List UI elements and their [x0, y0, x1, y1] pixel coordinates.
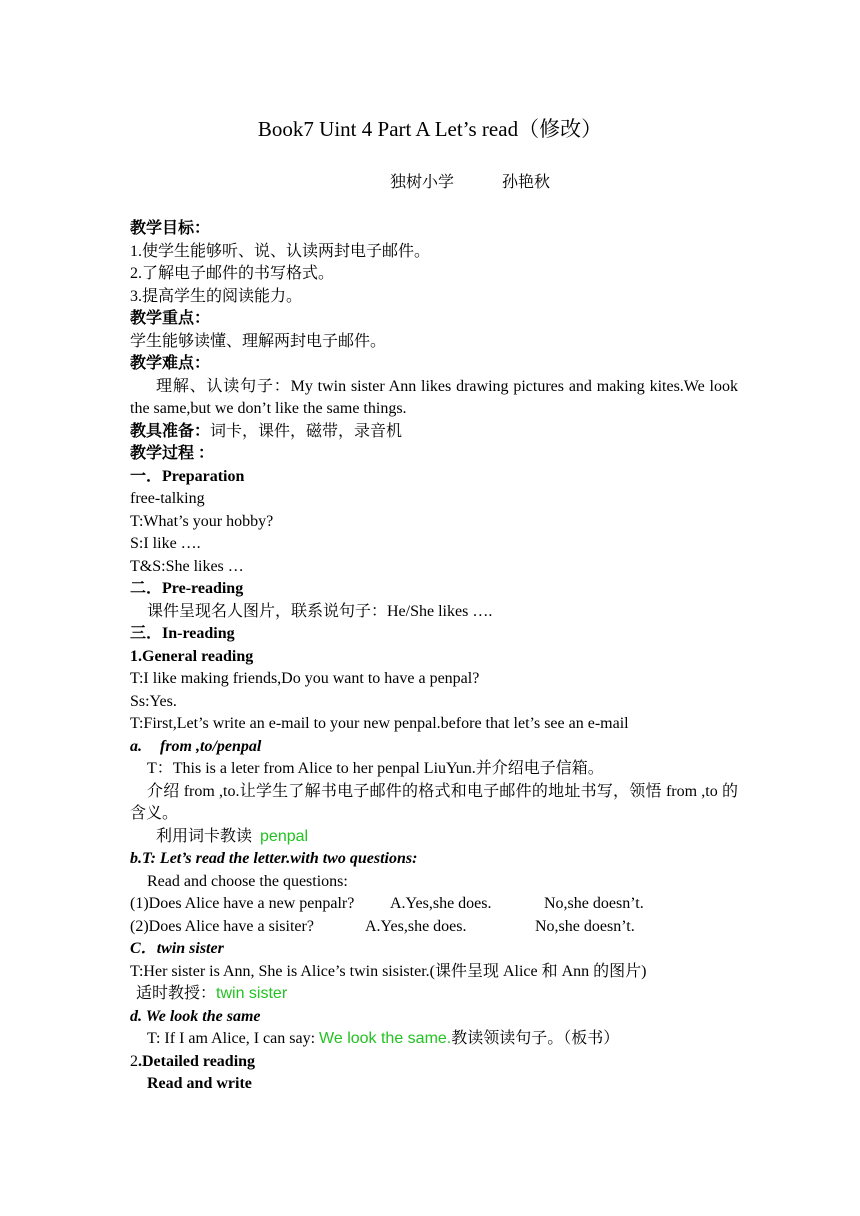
- objective-item-2: 2.了解电子邮件的书写格式。: [130, 265, 335, 282]
- key-points-text: 学生能够读懂、理解两封电子邮件。: [130, 332, 387, 350]
- objective-item-1: 1.使学生能够听、说、认读两封电子邮件。: [130, 242, 431, 260]
- document-title: Book7 Uint 4 Part A Let’s read（修改）: [257, 117, 603, 141]
- preparation-num: 一．: [130, 467, 163, 485]
- preparation-line-3: S:I like ….: [130, 535, 201, 552]
- section-a-line-2: 介绍 from ,to.让学生了解书电子邮件的格式和电子邮件的地址书写，领悟 from ,to 的含义。: [130, 782, 738, 822]
- author-line: [390, 172, 550, 194]
- difficulties-heading: 教学难点：: [130, 355, 211, 372]
- section-a-green-word: penpal: [260, 827, 309, 845]
- section-d-green-text: We look the same.: [319, 1030, 452, 1047]
- materials-heading: 教具准备：: [130, 422, 211, 440]
- detailed-reading-title: .Detailed reading: [138, 1052, 256, 1070]
- section-c-title: twin sister: [156, 940, 224, 957]
- section-b-heading: b.T: Let’s read the letter.with two questions:: [130, 850, 418, 867]
- section-a-line-3-prefix: 利用词卡教读: [156, 827, 253, 845]
- document-body: [130, 218, 738, 1096]
- section-c-label: C．: [130, 940, 157, 957]
- question-2-answer-a: A.Yes,she does.: [365, 917, 467, 935]
- inreading-num: 三．: [130, 625, 163, 642]
- prereading-num: 二．: [130, 580, 163, 597]
- section-a-line-3: [130, 826, 738, 849]
- preparation-title: Preparation: [162, 467, 245, 485]
- question-2-answer-b: No,she doesn’t.: [535, 917, 635, 935]
- section-c-line-2-prefix: 适时教授：: [136, 985, 217, 1002]
- section-a-label: a.: [130, 737, 142, 755]
- detailed-reading-num: 2: [130, 1052, 138, 1070]
- section-c-line-1: T:Her sister is Ann, She is Alice’s twin sisister.(课件呈现 Alice 和 Ann 的图片): [130, 962, 647, 980]
- section-c-heading: [130, 938, 738, 961]
- author-name: 孙艳秋: [502, 174, 551, 191]
- question-2-text: (2)Does Alice have a sisiter?: [130, 917, 314, 935]
- inreading-title: In-reading: [162, 625, 235, 642]
- objective-item-3: 3.提高学生的阅读能力。: [130, 287, 303, 305]
- section-a-title: from ,to/penpal: [160, 737, 262, 755]
- section-c-green-word: twin sister: [216, 985, 288, 1002]
- detailed-reading-sub: Read and write: [147, 1075, 252, 1092]
- question-1-text: (1)Does Alice have a new penpalr?: [130, 895, 355, 912]
- section-a-heading: [130, 736, 738, 759]
- detailed-reading-heading: [130, 1051, 738, 1074]
- general-reading-heading: 1.General reading: [130, 647, 254, 665]
- key-points-heading: 教学重点：: [130, 310, 211, 327]
- question-1-answer-a: A.Yes,she does.: [390, 895, 492, 912]
- process-heading: 教学过程 ：: [130, 445, 215, 462]
- preparation-line-4: T&S:She likes …: [130, 557, 244, 575]
- section-c-line-2: [130, 983, 738, 1006]
- section-d-line: [130, 1028, 738, 1051]
- preparation-line-1: free-talking: [130, 490, 205, 507]
- materials-text: 词卡，课件，磁带，录音机: [210, 422, 403, 440]
- section-a-line-1: T：This is a leter from Alice to her penpal LiuYun.并介绍电子信箱。: [147, 760, 604, 777]
- general-line-1: T:I like making friends,Do you want to have a penpal?: [130, 670, 480, 687]
- prereading-heading: [130, 578, 738, 601]
- prereading-title: Pre-reading: [162, 580, 244, 597]
- question-1: [130, 893, 738, 916]
- section-d-heading: d. We look the same: [130, 1007, 261, 1025]
- difficulties-text: 理解、认读句子：My twin sister Ann likes drawing pictures and making kites.We look the same,but we don’t like the same things.: [130, 377, 738, 417]
- inreading-heading: [130, 623, 738, 646]
- section-b-intro: Read and choose the questions:: [147, 872, 348, 890]
- preparation-heading: [130, 466, 738, 489]
- section-d-prefix: T: If I am Alice, I can say:: [147, 1030, 316, 1047]
- question-2: [130, 916, 738, 939]
- question-1-answer-b: No,she doesn’t.: [544, 895, 644, 912]
- section-d-suffix: 教读领读句子。（板书）: [451, 1030, 620, 1047]
- objectives-heading: 教学目标：: [130, 220, 211, 237]
- materials-line: [130, 421, 738, 444]
- preparation-line-2: T:What’s your hobby?: [130, 512, 274, 530]
- prereading-text: 课件呈现名人图片，联系说句子：He/She likes ….: [147, 602, 493, 620]
- general-line-3: T:First,Let’s write an e-mail to your new penpal.before that let’s see an e-mail: [130, 715, 629, 732]
- author-school: 独树小学: [390, 174, 455, 191]
- general-line-2: Ss:Yes.: [130, 692, 177, 710]
